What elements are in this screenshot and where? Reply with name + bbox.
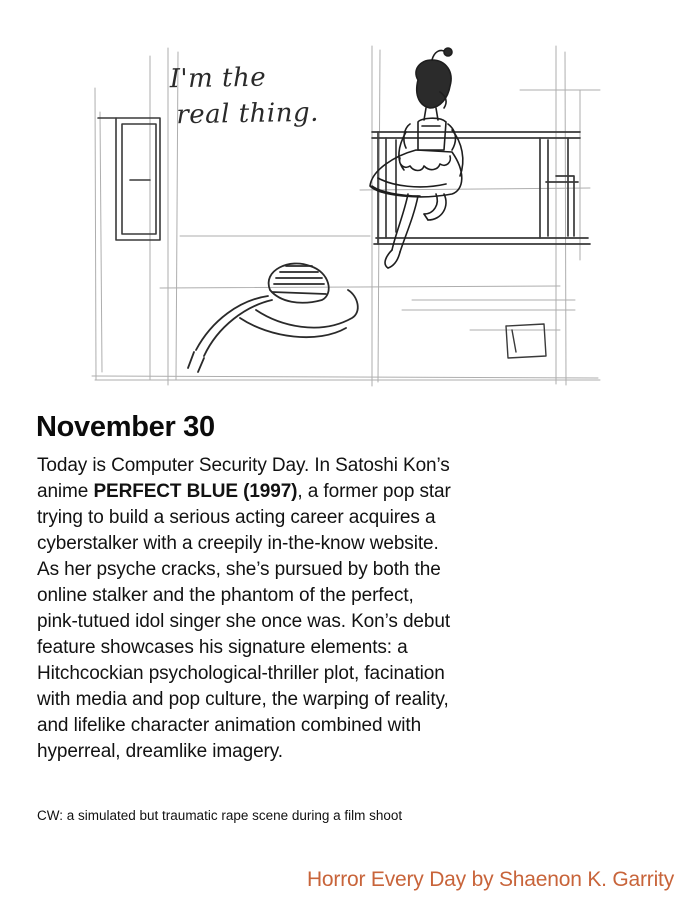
- review-line: [37, 453, 557, 479]
- film-title: PERFECT BLUE (1997): [93, 481, 298, 502]
- comic-panel: [0, 0, 700, 395]
- review-text: and lifelike character animation combined with: [37, 715, 422, 736]
- lamp: [188, 263, 358, 372]
- review-line: [37, 635, 557, 661]
- background-sketch-lines: [92, 46, 600, 386]
- review-line: [37, 687, 557, 713]
- review-text: hyperreal, dreamlike imagery.: [37, 741, 283, 762]
- review-text: , a former pop star: [297, 481, 451, 502]
- sketch-illustration: [0, 0, 700, 395]
- review-text: online stalker and the phantom of the perfect,: [37, 585, 414, 606]
- review-line: [37, 557, 557, 583]
- review-line: [37, 609, 557, 635]
- speech-line: I'm the: [169, 62, 267, 95]
- review-line: [37, 479, 557, 505]
- review-text: trying to build a serious acting career acquires a: [37, 507, 436, 528]
- review-line: [37, 713, 557, 739]
- review-line: [37, 739, 557, 765]
- review-text: cyberstalker with a creepily in-the-know website.: [37, 533, 439, 554]
- left-window: [98, 118, 160, 240]
- small-box: [506, 324, 546, 358]
- review-line: [37, 531, 557, 557]
- review-text: feature showcases his signature elements: a: [37, 637, 408, 658]
- review-text: pink-tutued idol singer she once was. Kon’s debut: [37, 611, 451, 632]
- review-text: with media and pop culture, the warping of reality,: [37, 689, 449, 710]
- review-text: Today is Computer Security Day. In Satoshi Kon’s: [37, 455, 450, 476]
- review-text: anime: [37, 481, 94, 502]
- review-text: Hitchcockian psychological-thriller plot, facination: [37, 663, 445, 684]
- review-text: As her psyche cracks, she’s pursued by both the: [37, 559, 441, 580]
- review-line: [37, 505, 557, 531]
- artist-credit: Horror Every Day by Shaenon K. Garrity: [306, 868, 674, 891]
- review-line: [37, 583, 557, 609]
- idol-girl-figure: [370, 48, 463, 268]
- review-line: [37, 661, 557, 687]
- review-paragraph: [37, 453, 557, 765]
- speech-line: real thing.: [176, 97, 320, 131]
- entry-date-heading: November 30: [36, 411, 215, 443]
- content-warning: CW: a simulated but traumatic rape scene during a film shoot: [37, 808, 403, 823]
- speech-text: [169, 59, 320, 134]
